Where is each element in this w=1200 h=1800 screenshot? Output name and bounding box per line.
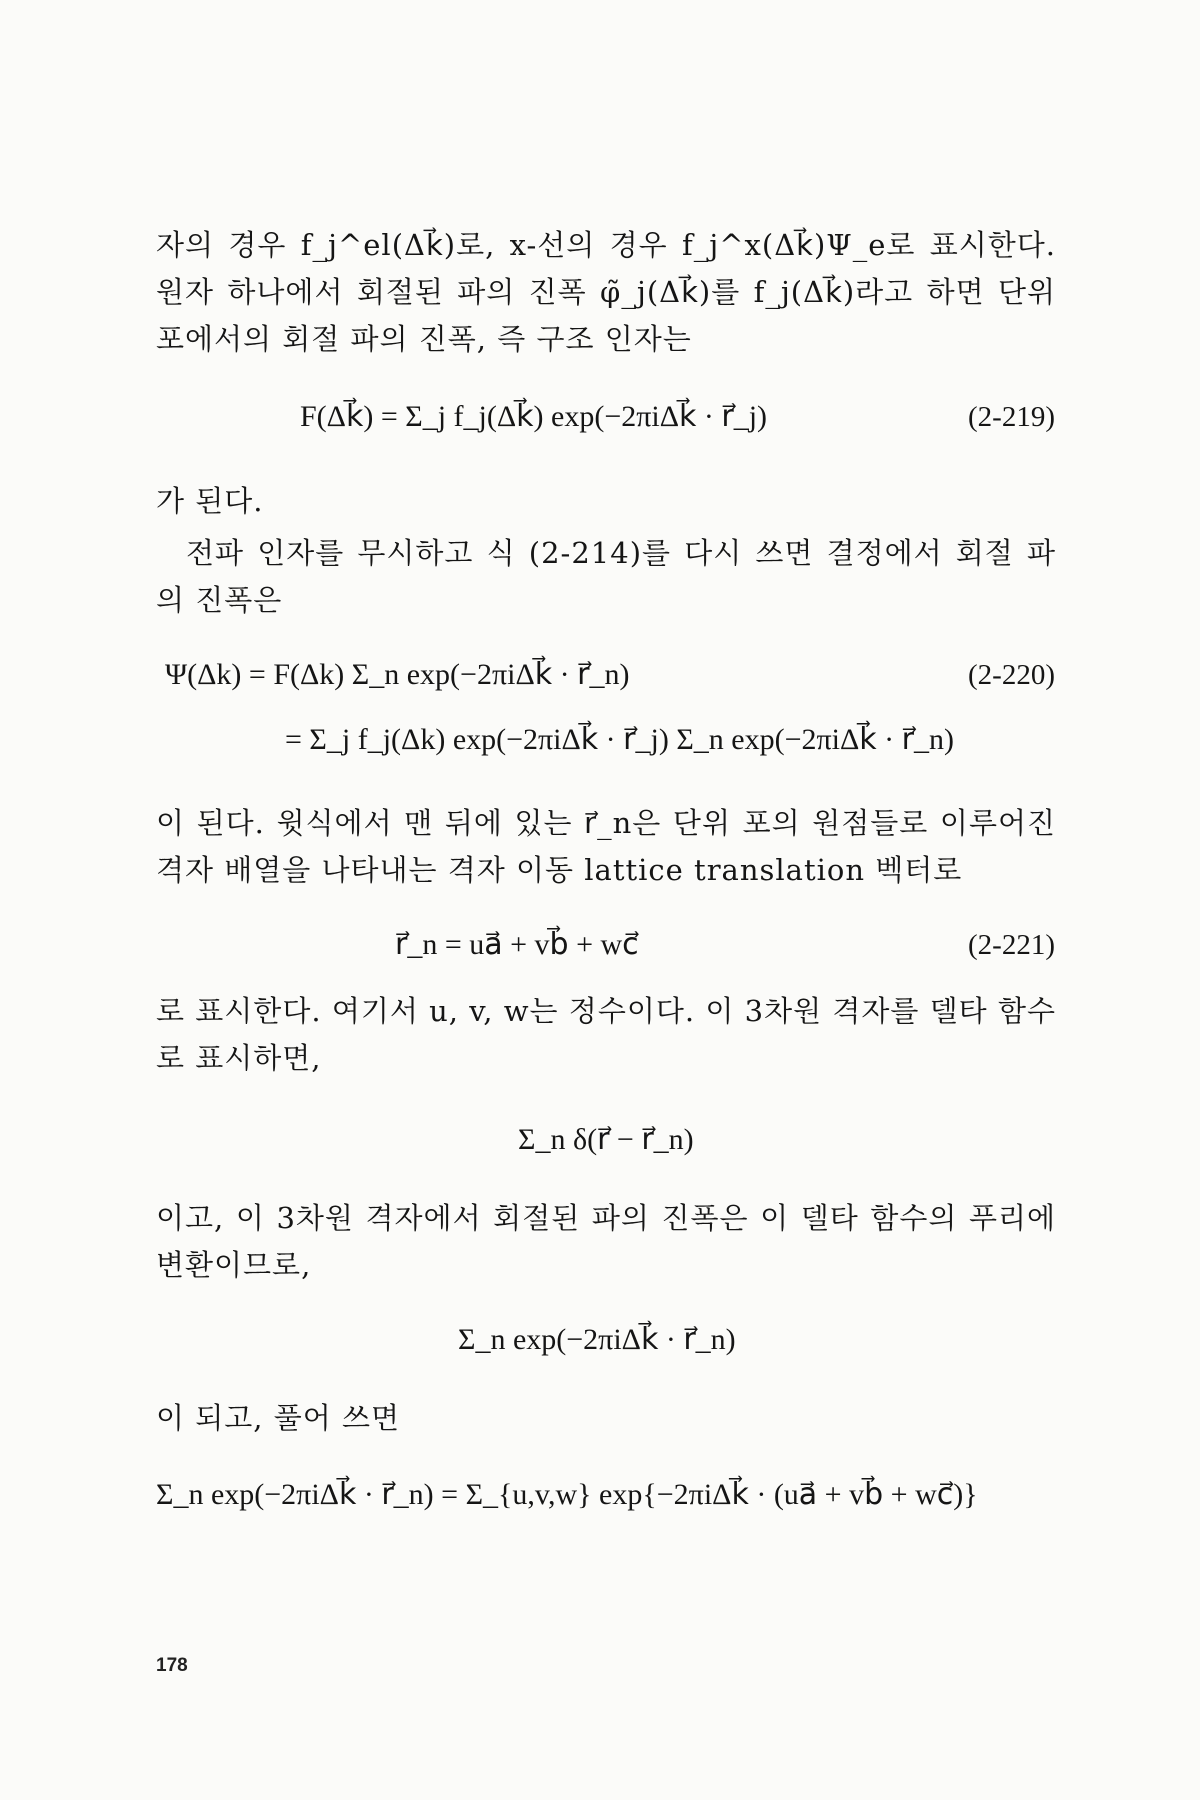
paragraph-lattice-translation: 이 된다. 윗식에서 맨 뒤에 있는 r⃗_n은 단위 포의 원점들로 이루어진 격자 배열을 나타내는 격자 이동 lattice translation 벡터로	[156, 806, 1056, 887]
equation-body: Σ_n exp(−2πiΔk⃗ · r⃗_n)	[458, 1323, 736, 1356]
equation-body: Σ_n δ(r⃗ − r⃗_n)	[518, 1123, 694, 1156]
equation-delta-sum	[0, 1115, 1200, 1175]
equation-body: r⃗_n = ua⃗ + vb⃗ + wc⃗	[395, 928, 639, 961]
equation-body: Ψ(Δk) = F(Δk) Σ_n exp(−2πiΔk⃗ · r⃗_n)	[165, 658, 630, 691]
paragraph-crystal-amplitude: 전파 인자를 무시하고 식 (2-214)를 다시 쓰면 결정에서 회절 파의 진폭은	[156, 536, 1056, 617]
equation-2-219	[0, 392, 1200, 452]
page-number: 178	[156, 1655, 188, 1676]
paragraph-fourier-transform: 이고, 이 3차원 격자에서 회절된 파의 진폭은 이 델타 함수의 푸리에 변환이므로,	[156, 1201, 1056, 1282]
equation-2-221	[0, 920, 1200, 980]
paragraph-expanded: 이 되고, 풀어 쓰면	[156, 1401, 400, 1435]
paragraph-becomes: 가 된다.	[156, 484, 264, 518]
equation-2-220-line2	[0, 715, 1200, 775]
equation-body: Σ_n exp(−2πiΔk⃗ · r⃗_n) = Σ_{u,v,w} exp{−2πiΔk⃗ · (ua⃗ + vb⃗ + wc⃗)}	[156, 1478, 978, 1511]
paragraph-structure-factor-intro: 자의 경우 f_j^el(Δk⃗)로, x-선의 경우 f_j^x(Δk⃗)Ψ_e로 표시한다. 원자 하나에서 회절된 파의 진폭 φ̃_j(Δk⃗)를 f_j(Δk⃗)라고 하면 단위 포에서의 회절 파의 진폭, 즉 구조 인자는	[156, 228, 1056, 356]
equation-expanded-sum	[0, 1470, 1200, 1530]
equation-number: (2-219)	[968, 401, 1055, 433]
equation-number: (2-220)	[968, 659, 1055, 691]
equation-2-220-line1	[0, 650, 1200, 710]
equation-fourier-sum	[0, 1315, 1200, 1375]
equation-number: (2-221)	[968, 929, 1055, 961]
equation-body: = Σ_j f_j(Δk) exp(−2πiΔk⃗ · r⃗_j) Σ_n exp(−2πiΔk⃗ · r⃗_n)	[285, 723, 954, 756]
equation-body: F(Δk⃗) = Σ_j f_j(Δk⃗) exp(−2πiΔk⃗ · r⃗_j)	[300, 400, 768, 433]
paragraph-delta-function: 로 표시한다. 여기서 u, v, w는 정수이다. 이 3차원 격자를 델타 함수로 표시하면,	[156, 994, 1056, 1075]
